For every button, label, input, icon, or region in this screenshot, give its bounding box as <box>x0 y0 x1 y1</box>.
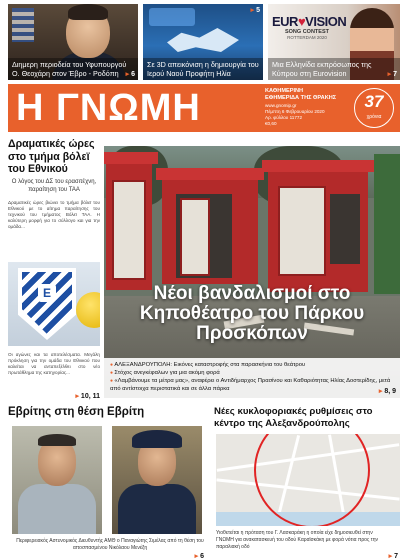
city-map <box>216 434 400 526</box>
left-story-body: Δραματικές ώρες βιώνει το τμήμα βόλεϊ του Εθνικού με το αίτημα παραίτησης του τεχνικού του τμήματος Βόλεϊ ΤΑΑ. Η καλύτερη μορφή για το σύλλογο και για την ομάδα... <box>8 199 100 229</box>
masthead-info <box>265 88 353 127</box>
damaged-cabin <box>162 176 258 284</box>
main-story[interactable] <box>104 146 400 398</box>
cabin-roof <box>104 152 158 164</box>
top-teasers <box>8 4 400 80</box>
bottom-left-headline[interactable]: Εβρίτης στη θέση Εβρίτη <box>8 406 145 418</box>
teaser-caption: Μια Ελληνίδα εκπρόσωπος της Κύπρου στη Eurovision <box>268 58 400 80</box>
cabin-door <box>278 186 326 276</box>
bullet-item: ● «Λαμβάνουμε τα μέτρα μας», αναφέρει ο Αντιδήμαρχος Πρασίνου και Καθαριότητας Ηλίας Δοστερίδης, μετά από αντίστοιχα περιστατικά και σε άλλα πάρκα <box>110 377 394 393</box>
person-hair <box>68 4 108 20</box>
issue-date: Πέμπτη 6 Φεβρουαρίου 2020 <box>265 109 325 114</box>
issue-price: €0,60 <box>265 121 277 126</box>
eurovision-logo-sub: SONG CONTEST <box>284 29 329 35</box>
bullet-item: ● Στόχος ανεγκέφαλων για μια ακόμη φορά <box>110 369 394 377</box>
teaser-page: ▸ 5 <box>250 7 260 14</box>
cabin-roof <box>262 160 374 172</box>
masthead-tagline: ΕΦΗΜΕΡΙΔΑ ΤΗΣ ΘΡΑΚΗΣ <box>265 95 337 101</box>
damaged-cabin <box>106 160 152 290</box>
anniversary-label: χρόνια <box>366 114 382 120</box>
3d-model-graphic <box>167 28 239 52</box>
masthead-daily: ΚΑΘΗΜΕΡΙΝΗ <box>265 88 304 94</box>
eurovision-logo-city: ROTTERDAM 2020 <box>287 35 327 40</box>
bottom-right-story <box>214 406 400 558</box>
teaser-page: ▸ 7 <box>387 71 397 78</box>
issue-number: Αρ. φύλλου 11772 <box>265 115 303 120</box>
bottom-right-headline[interactable]: Νέες κυκλοφοριακές ρυθμίσεις στο κέντρο της Αλεξανδρούπολης <box>214 406 373 429</box>
cabin-opening <box>330 194 360 264</box>
left-story-body-2: Οι αγώνες και τα αποτελέσματα. Μεγάλη πρόκληση για την ομάδα του Εθνικού που καλείται να ανταπεξέλθει στο νέο πρωτάθλημα της κατηγορίας... <box>8 352 100 375</box>
screen-glow <box>149 8 195 26</box>
anniversary-badge <box>354 88 394 128</box>
volleyball-icon <box>76 292 100 328</box>
bottom-right-pages: ▸ 7 <box>388 553 398 559</box>
eurovision-logo <box>272 14 347 40</box>
left-story-deck: Ο λόγος του ΔΣ του ερασιτέχνη, παραίτηση του ΤΑΑ <box>11 178 97 193</box>
bottom-left-caption: Περιφερειακός Αστυνομικός Διευθυντής ΑΜΘ ο Παναγιώτης Σιμέλας από τη θέση του αποσπασμένου Νικόλαου Μενέξη <box>16 538 204 551</box>
main-story-pages: ▸ 8, 9 <box>378 388 396 395</box>
bottom-left-pages: ▸ 6 <box>194 553 204 559</box>
eurovision-logo-text: EUR♥VISION <box>272 14 347 29</box>
left-story <box>8 138 100 398</box>
damaged-cabin <box>374 154 400 294</box>
officer-uniform <box>18 484 96 534</box>
main-story-headline[interactable]: Νέοι βανδαλισμοί στο Κηποθέατρο του Πάρκου Προσκόπων <box>139 283 365 344</box>
officer-uniform <box>118 484 196 534</box>
bottom-left-story <box>8 406 208 558</box>
damaged-cabin <box>268 168 368 292</box>
bottom-right-body: Υιοθετείται η πρόταση του Γ. Λασκαράκη η οποία είχε δημοσιευθεί στην ΓΝΩΜΗ για ανακατασκευή του οδού Καραϊσκάκη με φορά νότια προς την παραλιακή οδό <box>216 530 379 550</box>
masthead <box>8 84 400 132</box>
left-story-headline[interactable]: Δραματικές ώρες στο τμήμα βόλεϊ του Εθνικού <box>8 138 95 176</box>
masthead-website[interactable]: www.gnomip.gr <box>265 103 297 108</box>
flag-graphic <box>12 8 34 42</box>
officer-cap <box>132 430 182 448</box>
anniversary-number: 37 <box>364 92 384 111</box>
crest-letter: Ε <box>38 284 56 302</box>
bullet-item: ● ΑΛΕΞΑΝΔΡΟΥΠΟΛΗ: Εικόνες καταστροφής στα παρασκήνια του θεάτρου <box>110 361 394 369</box>
club-crest-photo <box>8 262 100 346</box>
teaser-page: ▸ 6 <box>125 71 135 78</box>
officer-hair <box>38 434 76 446</box>
main-story-bullets <box>104 358 400 398</box>
teaser-minister-visit[interactable] <box>8 4 138 80</box>
cabin-roof <box>156 168 264 180</box>
cabin-door <box>180 198 210 276</box>
teaser-3d-church[interactable] <box>143 4 263 80</box>
officer-portrait <box>12 426 102 534</box>
cabin-door <box>112 180 146 280</box>
officers-photo <box>12 426 208 534</box>
left-story-pages: ▸ 10, 11 <box>75 393 100 400</box>
teaser-caption: Διημερη περιοδεία του Υφυπουργού Ο. Θεοχάρη στον Έβρο - Ροδόπη <box>8 58 138 80</box>
teaser-caption: Σε 3D απεικόνιση η δημιουργία του Ιερού Ναού Προφήτη Ηλία <box>143 58 263 80</box>
newspaper-logo[interactable]: Η ΓΝΩΜΗ <box>16 87 201 129</box>
officer-portrait <box>112 426 202 534</box>
teaser-eurovision[interactable] <box>268 4 400 80</box>
